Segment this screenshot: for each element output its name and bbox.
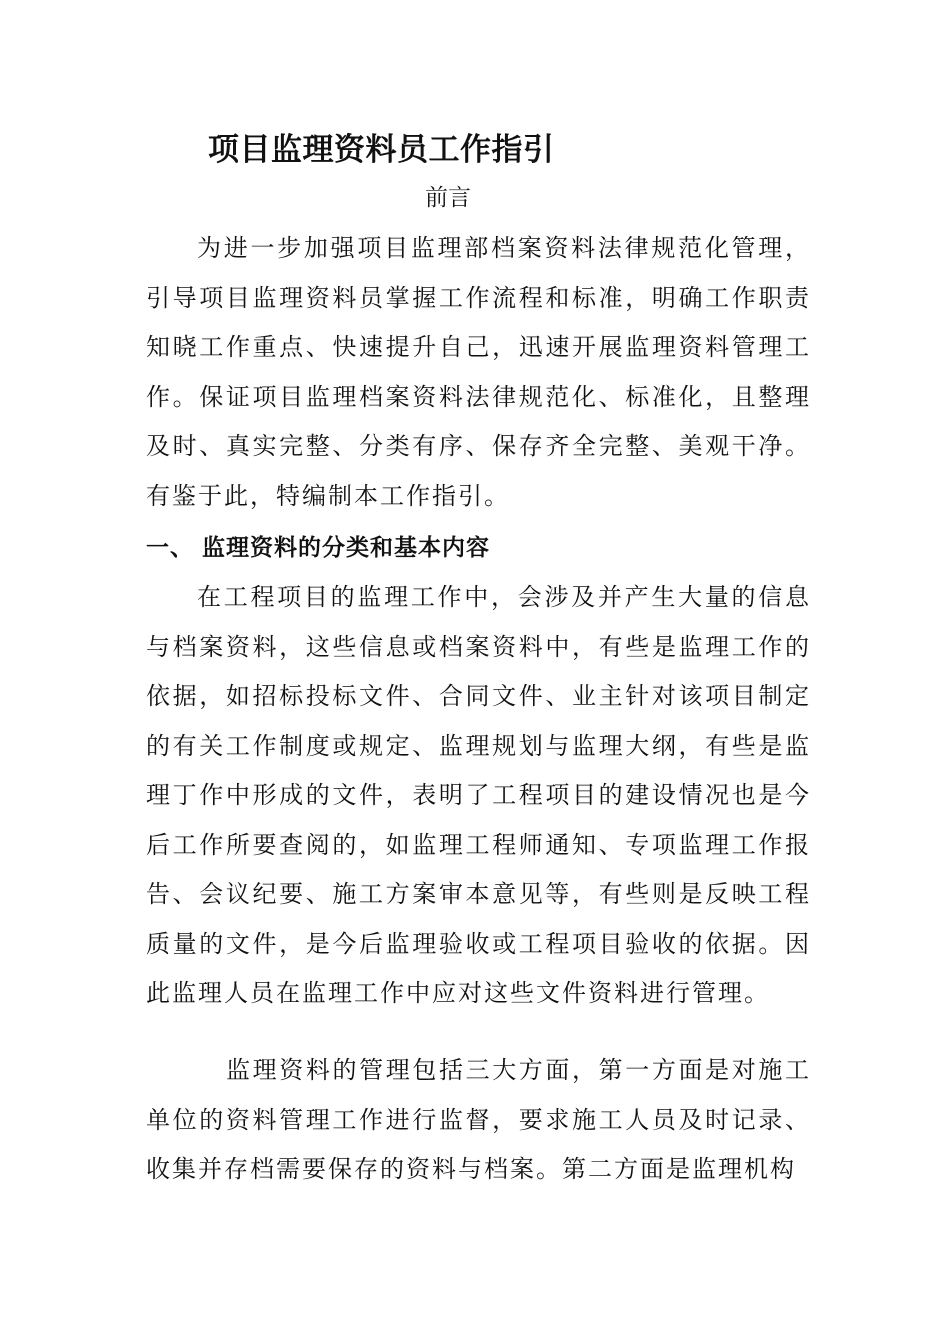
preface-paragraph: 为进一步加强项目监理部档案资料法律规范化管理，引导项目监理资料员掌握工作流程和标准，明确工作职责知晓工作重点、快速提升自己，迅速开展监理资料管理工作。保证项目监理档案资料法律规范化、标准化，且整理及时、真实完整、分类有序、保存齐全完整、美观干净。有鉴于此，特编制本工作指引。: [146, 234, 811, 510]
section-title: 监理资料的分类和基本内容: [202, 535, 490, 561]
body-paragraph: 在工程项目的监理工作中，会涉及并产生大量的信息与档案资料，这些信息或档案资料中，有些是监理工作的依据，如招标投标文件、合同文件、业主针对该项目制定的有关工作制度或规定、监理规划与监理大纲，有些是监理丁作中形成的文件，表明了工程项目的建设情况也是今后工作所要查阅的，如监理工程师通知、专项监理工作报告、会议纪要、施工方案审本意见等，有些则是反映工程质量的文件，是今后监理验收或工程项目验收的依据。因此监理人员在监理工作中应对这些文件资料进行管理。: [146, 583, 811, 1007]
body-paragraph: 监理资料的管理包括三大方面，第一方面是对施工单位的资料管理工作进行监督，要求施工人员及时记录、收集并存档需要保存的资料与档案。第二方面是监理机构: [146, 1056, 811, 1183]
document-title: 项目监理资料员工作指引: [208, 132, 555, 168]
section-heading: [146, 524, 490, 572]
preface-heading: 前言: [425, 185, 471, 211]
section-number: 一、: [146, 535, 194, 561]
